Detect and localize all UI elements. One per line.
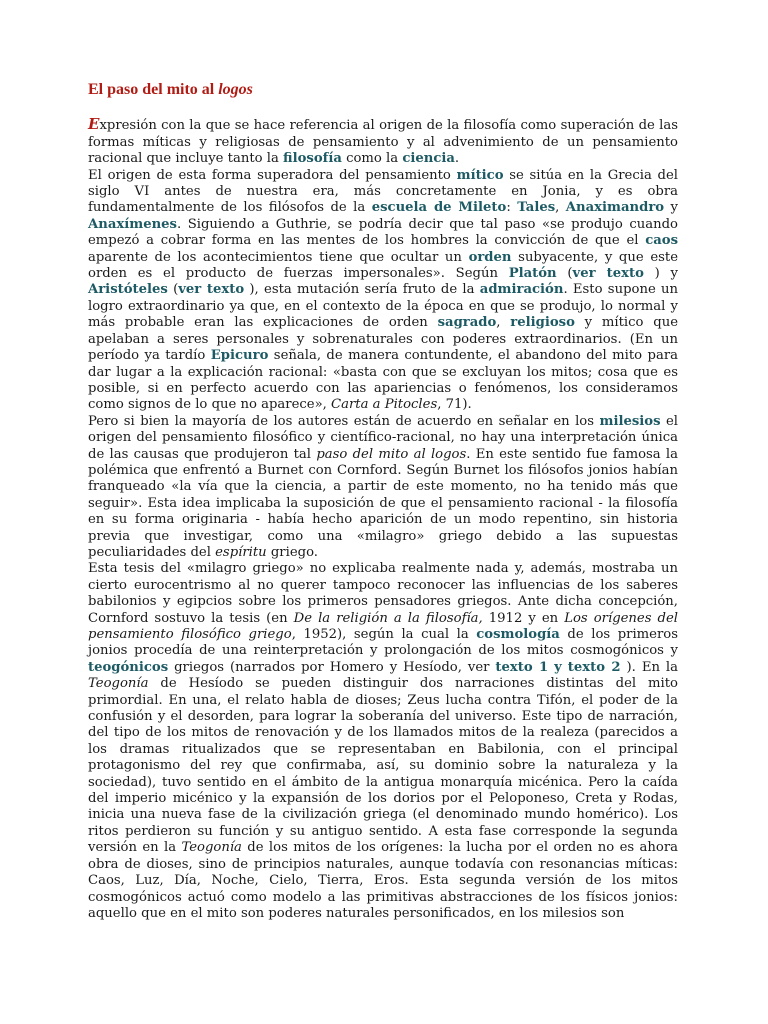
keyword: cosmología bbox=[476, 627, 560, 642]
text-run: ) y bbox=[643, 266, 678, 282]
text-run: subyacente, y que este orden es el producto de fuerzas impersonales». Según bbox=[88, 249, 678, 282]
keyword: milesios bbox=[599, 413, 661, 429]
text-run: , bbox=[496, 315, 511, 331]
text-run: de los primeros jonios procedía de una reinterpretación y prolongación de los mitos cosmogónicos y bbox=[88, 627, 678, 659]
text-run: y bbox=[664, 200, 678, 216]
paragraph-1 bbox=[88, 116, 678, 167]
keyword: Platón bbox=[508, 266, 557, 282]
paragraph-3 bbox=[88, 414, 678, 562]
title-main: El paso del mito al bbox=[88, 81, 219, 98]
keyword: y bbox=[554, 659, 562, 675]
text-run: griego. bbox=[266, 544, 318, 560]
title-italic: logos bbox=[218, 81, 253, 98]
keyword: texto 1 bbox=[495, 659, 549, 675]
text-run: como la bbox=[341, 151, 403, 167]
keyword: Aristóteles bbox=[88, 282, 168, 298]
text-run: , 71). bbox=[437, 397, 472, 413]
italic-text: paso del mito al logos bbox=[316, 446, 467, 462]
keyword: ciencia bbox=[402, 151, 455, 167]
text-run: de Hesíodo se pueden distinguir dos narraciones distintas del mito primordial. En una, el relato habla de dioses; Zeus lucha contra Tifón, el poder de la confusión y el desorden, para lograr la soberanía del universo. Este tipo de narración, del tipo de los mitos de renovación y de los llamados mitos de la realeza (parecidos a los dramas ritualizados que se representaban en Babilonia, con el principal protagonismo del rey que confirmaba, así, su dominio sobre la naturaleza y la sociedad), tuvo sentido en el ámbito de la antigua monarquía micénica. Pero la caída del imperio micénico y la expansión de los dorios por el Peloponeso, Creta y Rodas, inicia una nueva fase de la civilización griega (el denominado mundo homérico). Los ritos perdieron su función y su antiguo sentido. A esta fase corresponde la segunda versión en la bbox=[88, 676, 678, 856]
italic-text: Carta a Pitocles bbox=[331, 397, 438, 413]
keyword: Epicuro bbox=[210, 348, 269, 364]
text-run: . En este sentido fue famosa la polémica que enfrentó a Burnet con Cornford. Según Burnet los filósofos jonios habían franqueado «la vía que la ciencia, a partir de este momento, no ha tenido más que seguir». Esta idea implicaba la suposición de que el pensamiento racional - la filosofía en su forma originaria - había hecho aparición de un modo repentino, sin historia previa que investigar, como una «milagro» griego debido a las supuestas peculiaridades del bbox=[88, 446, 679, 560]
text-run: griegos (narrados por Homero y Hesíodo, ver bbox=[168, 659, 496, 675]
text-run: ), esta mutación sería fruto de la bbox=[244, 282, 480, 298]
text-run: El origen de esta forma superadora del pensamiento bbox=[88, 167, 457, 183]
document-page bbox=[88, 82, 678, 922]
keyword: mítico bbox=[456, 167, 504, 183]
keyword: escuela de Mileto bbox=[371, 200, 507, 216]
document-title bbox=[88, 82, 678, 98]
keyword: texto 2 bbox=[567, 659, 621, 675]
keyword: sagrado bbox=[437, 315, 497, 331]
italic-text: Teogonía bbox=[181, 840, 242, 856]
paragraph-2 bbox=[88, 168, 678, 414]
text-run: ( bbox=[167, 282, 179, 298]
text-run: . Siguiendo a Guthrie, se podría decir que tal paso «se produjo cuando empezó a cobrar forma en las mentes de los hombres la convicción de que el bbox=[88, 216, 678, 249]
text-run: Pero si bien la mayoría de los autores están de acuerdo en señalar en los bbox=[88, 413, 600, 429]
paragraph-4 bbox=[88, 561, 678, 922]
keyword: admiración bbox=[479, 282, 564, 298]
text-run: el origen del pensamiento filosófico y científico-racional, no hay una interpretación única de las causas que produjeron tal bbox=[88, 413, 678, 462]
italic-text: Los orígenes del pensamiento filosófico griego bbox=[88, 610, 679, 642]
keyword: religioso bbox=[510, 315, 575, 331]
text-run: se sitúa en la Grecia del siglo VI antes de nuestra era, más concretamente en Jonia, y es obra fundamentalmente de los filósofos de la bbox=[88, 167, 678, 216]
text-run: 1912 y en bbox=[482, 610, 565, 626]
keyword: filosofía bbox=[283, 151, 342, 167]
keyword: caos bbox=[645, 233, 678, 249]
text-run: . Esto supone un logro extraordinario ya que, en el contexto de la época en que se produjo, lo normal y más probable eran las explicaciones de orden bbox=[88, 282, 678, 331]
text-run: ( bbox=[556, 266, 573, 282]
text-run: de los mitos de los orígenes: la lucha por el orden no es ahora obra de dioses, sino de principios naturales, aunque todavía con resonancias míticas: Caos, Luz, Día, Noche, Cielo, Tierra, Eros. Esta segunda versión de los mitos cosmogónicos actuó como modelo a las primitivas abstracciones de los físicos jonios: aquello que en el mito son poderes naturales personificados, en los milesios son bbox=[88, 840, 678, 921]
keyword: Anaximandro bbox=[565, 200, 665, 216]
text-run: aparente de los acontecimientos tiene que ocultar un bbox=[88, 249, 469, 265]
italic-text: espíritu bbox=[215, 544, 267, 560]
keyword: ver texto bbox=[178, 282, 245, 298]
text-run: xpresión con la que se hace referencia al origen de la filosofía como superación de las formas míticas y religiosas de pensamiento y al advenimiento de un pensamiento racional que incluye tanto la bbox=[88, 118, 678, 167]
italic-text: Teogonía bbox=[88, 676, 149, 692]
keyword: Tales bbox=[517, 200, 556, 216]
drop-cap: E bbox=[88, 115, 100, 134]
keyword: ver texto bbox=[572, 266, 644, 282]
text-run: y mítico que apelaban a seres personales y sobrenaturales con poderes extraordinarios. (En un período ya tardío bbox=[88, 315, 678, 364]
text-run: : bbox=[506, 200, 518, 216]
text-run: Esta tesis del «milagro griego» no explicaba realmente nada y, además, mostraba un cierto eurocentrismo al no querer tampoco reconocer las influencias de los saberes babilonios y egipcios sobre los primeros pensadores griegos. Ante dicha concepción, Cornford sostuvo la tesis (en bbox=[88, 561, 678, 626]
keyword: Anaxímenes bbox=[88, 216, 177, 232]
italic-text: De la religión a la filosofía, bbox=[293, 610, 483, 626]
text-run: . bbox=[454, 151, 460, 167]
text-run: ). En la bbox=[620, 659, 679, 675]
text-run: , bbox=[555, 200, 566, 216]
text-run: señala, de manera contundente, el abandono del mito para dar lugar a la explicación racional: «basta con que se excluyan los mitos; cosa que es posible, si en perfecto acuerdo con las apariencias o fenómenos, los consideramos como signos de lo que no aparece», bbox=[88, 348, 678, 413]
keyword: orden bbox=[468, 249, 512, 265]
keyword: teogónicos bbox=[88, 659, 169, 675]
text-run: , 1952), según la cual la bbox=[291, 627, 477, 642]
